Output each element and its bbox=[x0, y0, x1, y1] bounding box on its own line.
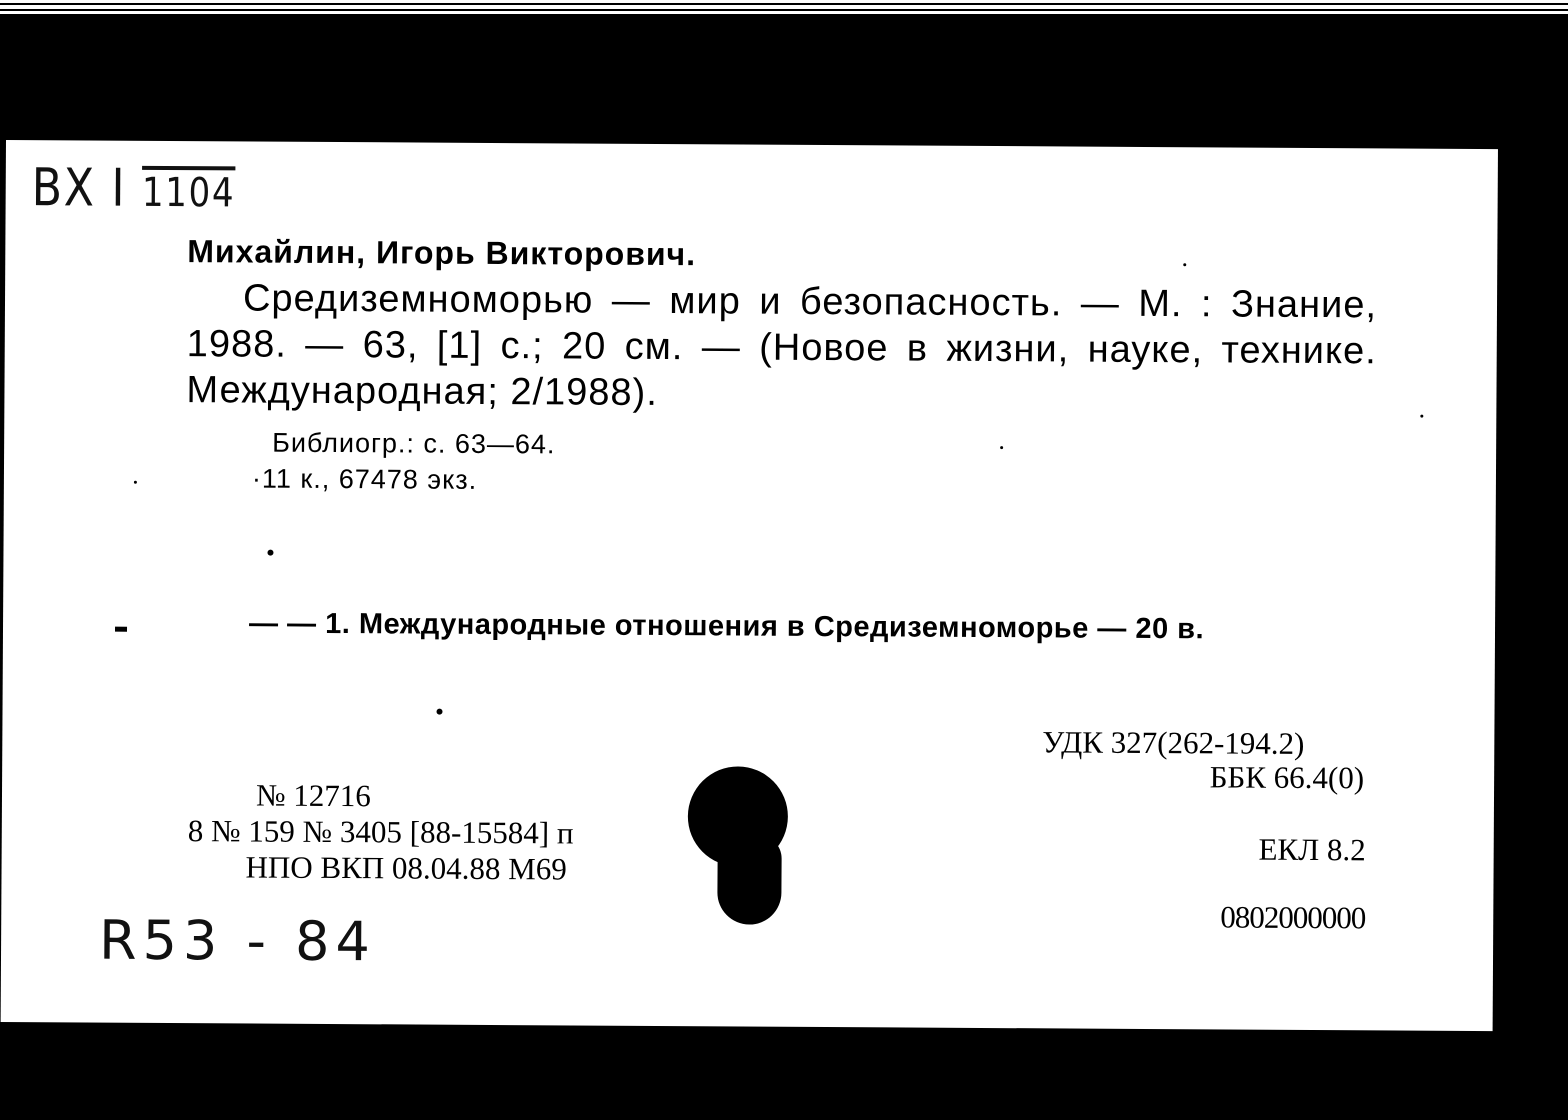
publisher-line: НПО ВКП 08.04.88 М69 bbox=[245, 849, 567, 887]
punch-hole-tail bbox=[717, 834, 782, 924]
subject-heading: — — 1. Международные отношения в Средиземноморье — 20 в. bbox=[248, 607, 1205, 646]
title-description: Средиземноморью — мир и безопасность. — М. : Знание, 1988. — 63, [1] с.; 20 см. — (Новое в жизни, науке, технике. Международная; 2/1988). bbox=[186, 277, 1378, 414]
speck bbox=[134, 481, 137, 484]
handwritten-shelf-mark-number: 1104 bbox=[141, 169, 236, 217]
speck bbox=[1000, 446, 1003, 449]
author-heading: Михайлин, Игорь Викторович. bbox=[187, 233, 697, 273]
bibliography-note: Библиогр.: с. 63—64. bbox=[272, 427, 556, 460]
bbk-code: ББК 66.4(0) bbox=[1209, 759, 1365, 796]
scan-top-border bbox=[0, 0, 1568, 14]
order-line: 8 № 159 № 3405 [88-15584] п bbox=[187, 813, 574, 851]
speck bbox=[1420, 415, 1423, 418]
speck bbox=[115, 627, 127, 632]
scan-line bbox=[0, 3, 1568, 5]
catalog-number: 0802000000 bbox=[1220, 899, 1366, 936]
speck bbox=[267, 550, 273, 556]
speck bbox=[436, 709, 442, 715]
handwritten-shelf-mark bbox=[32, 158, 236, 219]
udk-code: УДК 327(262-194.2) bbox=[1042, 724, 1305, 761]
catalog-card bbox=[1, 140, 1498, 1031]
handwritten-inventory-mark: R53 - 84 bbox=[98, 908, 377, 974]
speck bbox=[1183, 263, 1186, 266]
scan-line bbox=[0, 9, 1568, 11]
handwritten-shelf-mark-main: BX I bbox=[31, 158, 127, 219]
card-number: № 12716 bbox=[255, 777, 371, 814]
print-run-note: ·11 к., 67478 экз. bbox=[251, 463, 478, 495]
ekl-code: ЕКЛ 8.2 bbox=[1258, 831, 1366, 868]
